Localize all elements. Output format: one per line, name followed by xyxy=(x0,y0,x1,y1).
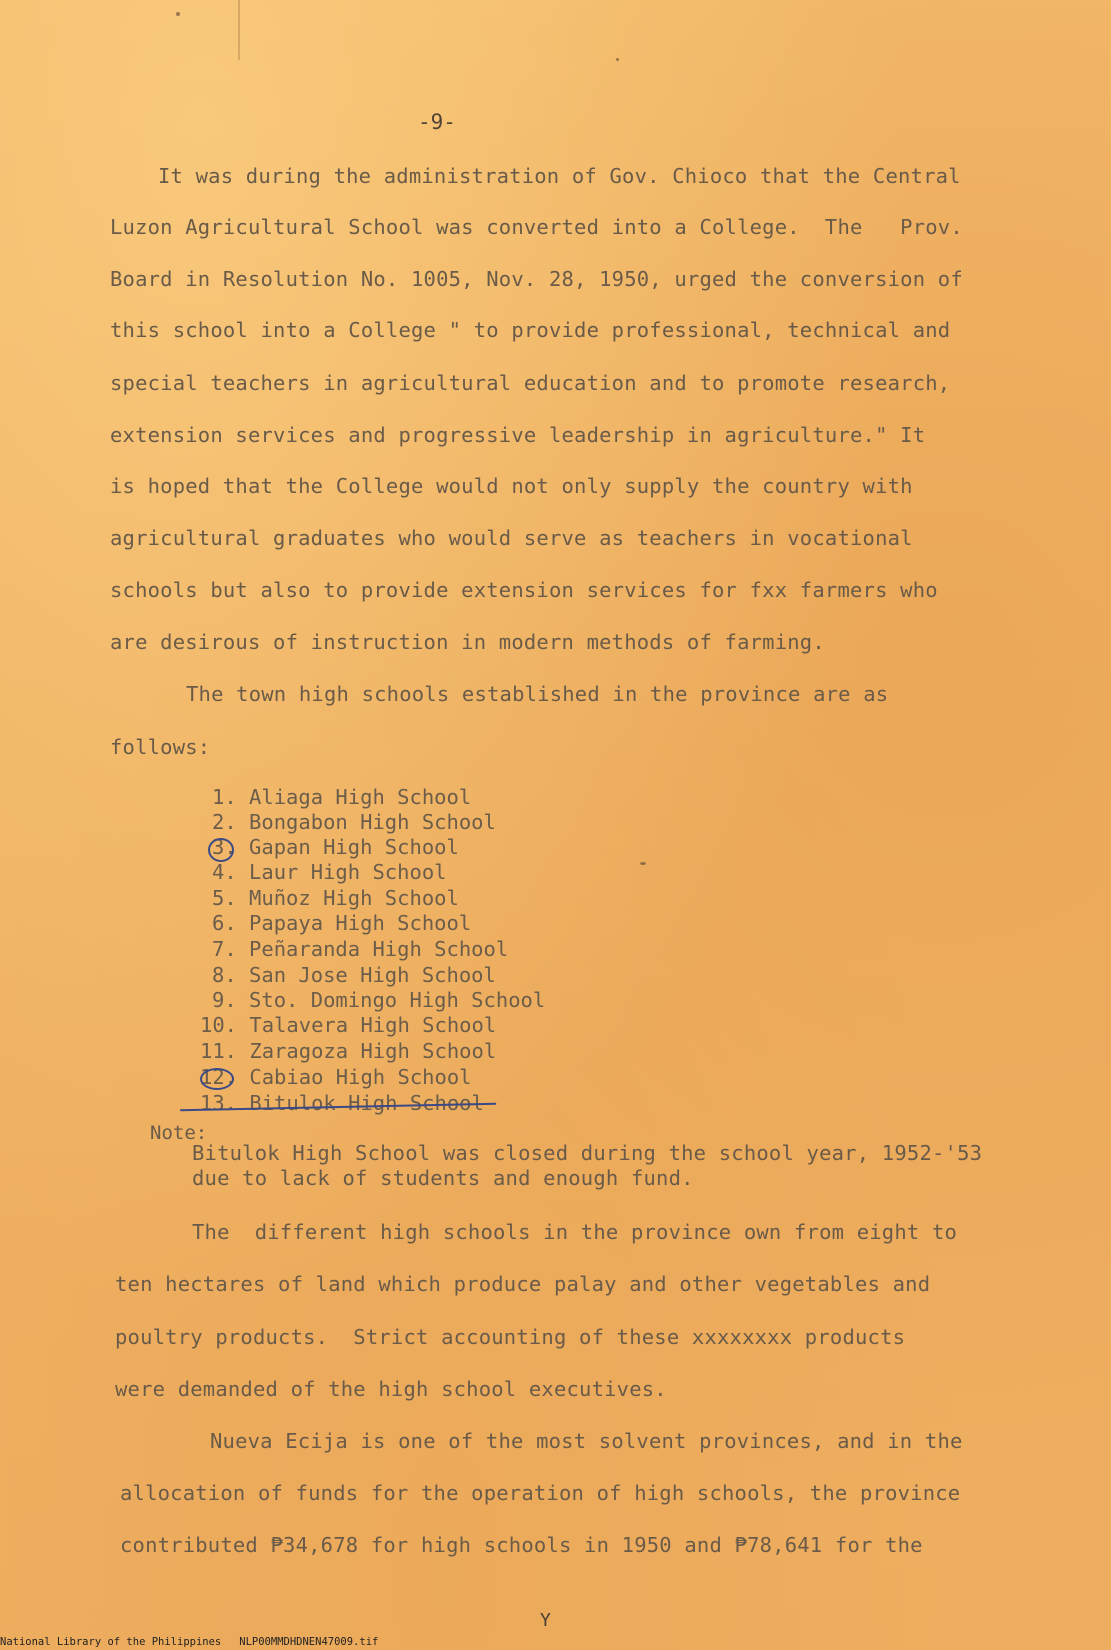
paragraph1-line: this school into a College " to provide professional, technical and xyxy=(110,318,951,342)
paper-speck xyxy=(176,12,180,16)
paragraph2-line: The town high schools established in the province are as xyxy=(186,682,889,706)
school-list-item: 3. Gapan High School xyxy=(212,835,459,859)
paragraph1-line: agricultural graduates who would serve as teachers in vocational xyxy=(110,526,913,550)
school-list-item: 9. Sto. Domingo High School xyxy=(212,988,546,1012)
footer-library: National Library of the Philippines xyxy=(0,1636,222,1648)
note-line: due to lack of students and enough fund. xyxy=(192,1166,694,1190)
paragraph4-line: Nueva Ecija is one of the most solvent provinces, and in the xyxy=(210,1429,963,1453)
paragraph2-line: follows: xyxy=(110,735,211,759)
paragraph3-line: ten hectares of land which produce palay and other vegetables and xyxy=(115,1272,931,1296)
school-list-item: 6. Papaya High School xyxy=(212,911,472,935)
note-line: Bitulok High School was closed during the school year, 1952-'53 xyxy=(192,1141,983,1165)
paragraph1-line: is hoped that the College would not only supply the country with xyxy=(110,474,913,498)
paragraph1-line: Luzon Agricultural School was converted into a College. The Prov. xyxy=(110,215,963,239)
school-list-item: 11. Zaragoza High School xyxy=(200,1039,497,1063)
school-list-item: 10. Talavera High School xyxy=(200,1013,497,1037)
school-list-item: 8. San Jose High School xyxy=(212,963,496,987)
paragraph1-line: special teachers in agricultural education and to promote research, xyxy=(110,371,951,395)
paragraph1-line: schools but also to provide extension services for fxx farmers who xyxy=(110,578,938,602)
school-list-item: 12. Cabiao High School xyxy=(200,1065,472,1089)
school-list-item: 5. Muñoz High School xyxy=(212,886,459,910)
school-list-item: 13. Bitulok High School xyxy=(200,1091,484,1115)
scan-footer xyxy=(0,1636,1111,1648)
paper-speck xyxy=(640,862,646,865)
paragraph3-line: The different high schools in the province own from eight to xyxy=(192,1220,958,1244)
paper-fold xyxy=(238,0,240,60)
school-list-item: 7. Peñaranda High School xyxy=(212,937,509,961)
paragraph1-line: extension services and progressive leadership in agriculture." It xyxy=(110,423,926,447)
pen-circle-mark xyxy=(208,838,234,862)
paragraph1-line: It was during the administration of Gov. Chioco that the Central xyxy=(158,164,961,188)
paragraph3-line: poultry products. Strict accounting of these xxxxxxxx products xyxy=(115,1325,906,1349)
handwritten-mark: Y xyxy=(540,1610,551,1631)
pen-circle-mark xyxy=(200,1068,234,1090)
paragraph3-line: were demanded of the high school executives. xyxy=(115,1377,667,1401)
school-list-item: 1. Aliaga High School xyxy=(212,785,472,809)
note-label: Note: xyxy=(150,1122,208,1144)
paragraph1-line: Board in Resolution No. 1005, Nov. 28, 1950, urged the conversion of xyxy=(110,267,963,291)
paragraph4-line: contributed ₱34,678 for high schools in 1950 and ₱78,641 for the xyxy=(120,1533,923,1557)
paragraph1-line: are desirous of instruction in modern methods of farming. xyxy=(110,630,825,654)
paragraph4-line: allocation of funds for the operation of high schools, the province xyxy=(120,1481,961,1505)
school-list-item: 2. Bongabon High School xyxy=(212,810,496,834)
school-list-item: 4. Laur High School xyxy=(212,860,447,884)
footer-filename: NLP00MMDHDNEN47009.tif xyxy=(239,1636,379,1648)
page-number: -9- xyxy=(418,110,456,134)
paper-speck xyxy=(616,58,619,61)
